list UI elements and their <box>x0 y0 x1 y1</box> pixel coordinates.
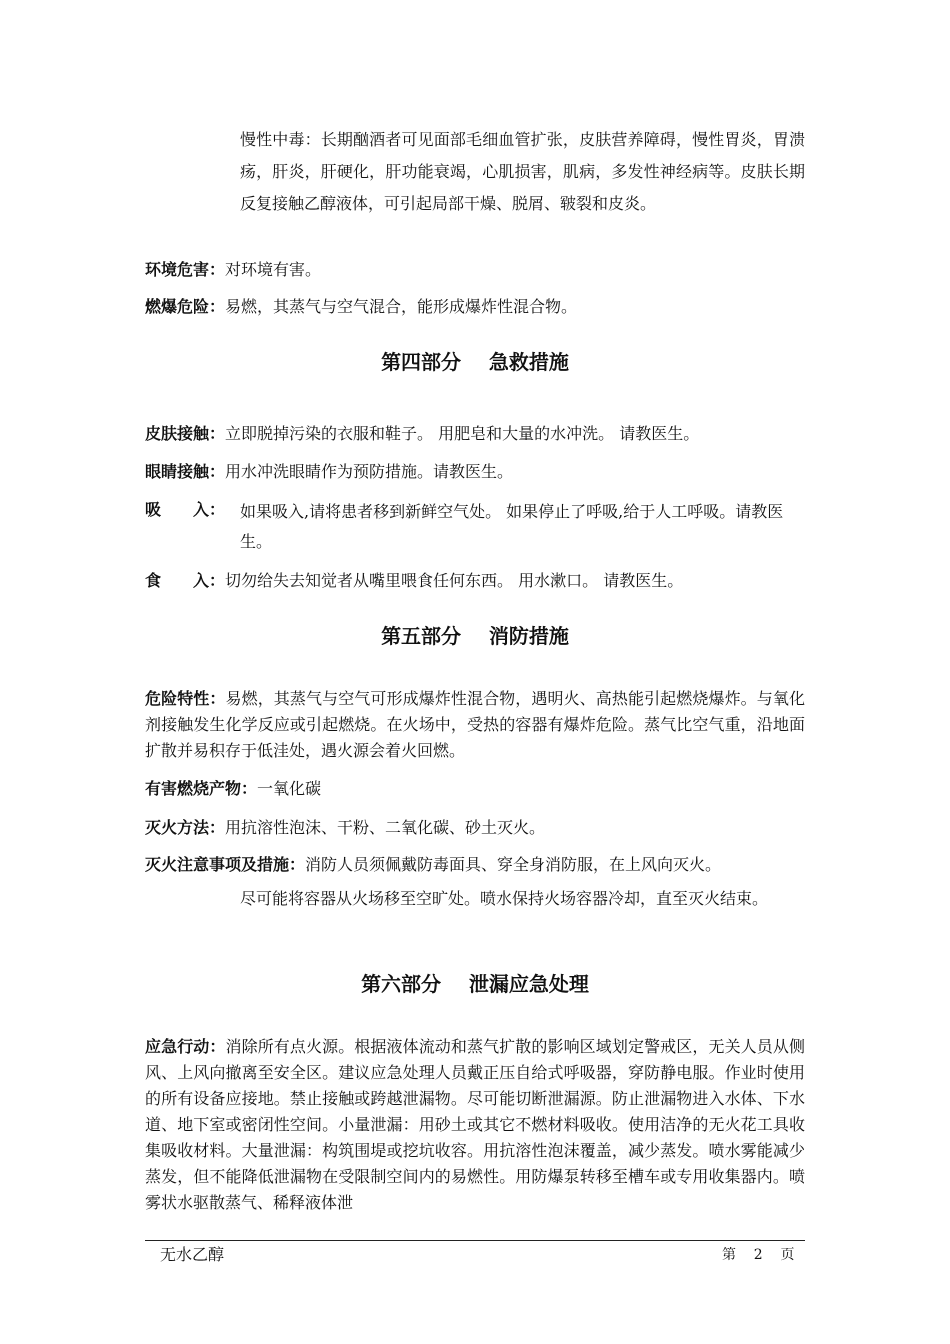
section5-heading: 第五部分 消防措施 <box>381 624 569 648</box>
hazard-characteristics <box>145 686 805 764</box>
emergency-action-text: 消除所有点火源。根据液体流动和蒸气扩散的影响区域划定警戒区，无关人员从侧风、上风向撤离至安全区。建议应急处理人员戴正压自给式呼吸器，穿防静电服。作业时使用的所有设备应接地。禁止接触或跨越泄漏物。尽可能切断泄漏源。防止泄漏物进入水体、下水道、地下室或密闭性空间。小量泄漏：用砂土或其它不燃材料吸收。使用洁净的无火花工具收集吸收材料。大量泄漏：构筑围堤或挖坑收容。用抗溶性泡沫覆盖，减少蒸发。喷水雾能减少蒸发，但不能降低泄漏物在受限制空间内的易燃性。用防爆泵转移至槽车或专用收集器内。喷雾状水驱散蒸气、稀释液体泄 <box>145 1037 805 1212</box>
fire-explosion-label: 燃爆危险： <box>145 297 226 316</box>
fire-explosion-hazard <box>145 294 805 320</box>
inhalation <box>145 497 805 557</box>
inhalation-text: 如果吸入,请将患者移到新鲜空气处。 如果停止了呼吸,给于人工呼吸。请教医生。 <box>240 502 784 551</box>
eye-contact-label: 眼睛接触： <box>145 462 226 481</box>
extinguishing-method-label: 灭火方法： <box>145 818 226 837</box>
skin-contact-label: 皮肤接触： <box>145 424 226 443</box>
environment-hazard <box>145 257 805 283</box>
extinguishing-method-text: 用抗溶性泡沫、干粉、二氧化碳、砂土灭火。 <box>225 818 546 837</box>
footer-product-name: 无水乙醇 <box>160 1245 225 1264</box>
emergency-action-label: 应急行动： <box>145 1037 226 1056</box>
firefighting-notes-label: 灭火注意事项及措施： <box>145 855 306 874</box>
skin-contact <box>145 421 805 447</box>
environment-hazard-label: 环境危害： <box>145 260 226 279</box>
fire-explosion-text: 易燃，其蒸气与空气混合，能形成爆炸性混合物。 <box>225 297 578 316</box>
extinguishing-method <box>145 815 805 841</box>
footer-page-number: 第 2 页 <box>722 1247 795 1263</box>
combustion-products <box>145 776 805 802</box>
chronic-poisoning-text: 慢性中毒：长期酗酒者可见面部毛细血管扩张，皮肤营养障碍，慢性胃炎，胃溃疡，肝炎，肝硬化，肝功能衰竭，心肌损害，肌病，多发性神经病等。皮肤长期反复接触乙醇液体，可引起局部干燥、脱屑、皲裂和皮炎。 <box>240 130 805 213</box>
ingestion <box>145 568 805 594</box>
ingestion-label: 食 入： <box>145 571 226 590</box>
hazard-characteristics-text: 易燃，其蒸气与空气可形成爆炸性混合物，遇明火、高热能引起燃烧爆炸。与氧化剂接触发生化学反应或引起燃烧。在火场中，受热的容器有爆炸危险。蒸气比空气重，沿地面扩散并易积存于低洼处，遇火源会着火回燃。 <box>145 689 805 760</box>
ingestion-text: 切勿给失去知觉者从嘴里喂食任何东西。 用水漱口。 请教医生。 <box>225 571 684 590</box>
combustion-products-label: 有害燃烧产物： <box>145 779 258 798</box>
footer-rule <box>145 1240 805 1241</box>
hazard-characteristics-label: 危险特性： <box>145 689 226 708</box>
eye-contact <box>145 459 805 485</box>
eye-contact-text: 用水冲洗眼睛作为预防措施。请教医生。 <box>225 462 514 481</box>
combustion-products-text: 一氧化碳 <box>257 779 322 798</box>
section6-heading: 第六部分 泄漏应急处理 <box>361 972 589 996</box>
environment-hazard-text: 对环境有害。 <box>225 260 322 279</box>
emergency-action <box>145 1034 805 1214</box>
skin-contact-text: 立即脱掉污染的衣服和鞋子。 用肥皂和大量的水冲洗。 请教医生。 <box>225 424 700 443</box>
firefighting-notes-text-1: 消防人员须佩戴防毒面具、穿全身消防服，在上风向灭火。 <box>305 855 722 874</box>
firefighting-notes-text-2: 尽可能将容器从火场移至空旷处。喷水保持火场容器冷却，直至灭火结束。 <box>240 889 769 908</box>
inhalation-label: 吸 入： <box>145 500 226 519</box>
firefighting-notes <box>145 852 805 878</box>
section4-heading: 第四部分 急救措施 <box>381 350 569 374</box>
